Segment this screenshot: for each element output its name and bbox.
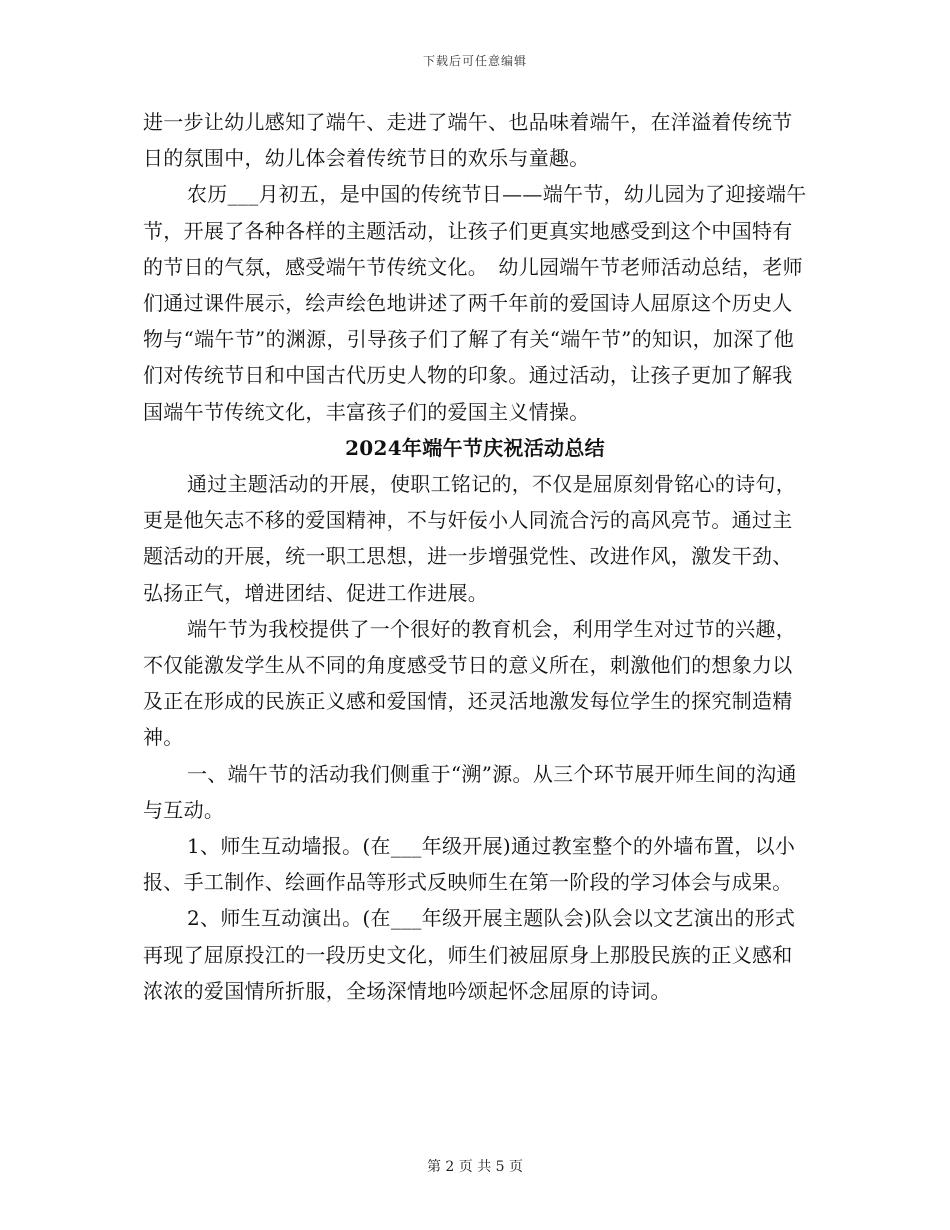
paragraph-dragon-boat-intro: 农历___月初五，是中国的传统节日——端午节，幼儿园为了迎接端午节，开展了各种各样的主题活动，让孩子们更真实地感受到这个中国特有的节日的气氛，感受端午节传统文化。 幼儿园端午节老师活动总结，老师们通过课件展示，绘声绘色地讲述了两千年前的爱国诗人屈原这个历史人物与“端午节”的渊源，引导孩子们了解了有关“端午节”的知识，加深了他们对传统节日和中国古代历史人物的印象。通过活动，让孩子更加了解我国端午节传统文化，丰富孩子们的爱国主义情操。 bbox=[143, 182, 807, 424]
paragraph-theme-activity: 通过主题活动的开展，使职工铭记的，不仅是屈原刻骨铭心的诗句，更是他矢志不移的爱国精神，不与奸佞小人同流合污的高风亮节。通过主题活动的开展，统一职工思想，进一步增强党性、改进作风，激发干劲、弘扬正气，增进团结、促进工作进展。 bbox=[143, 472, 796, 605]
document-body bbox=[143, 104, 807, 1009]
paragraph-continuation: 进一步让幼儿感知了端午、走进了端午、也品味着端午，在洋溢着传统节日的氛围中，幼儿体会着传统节日的欢乐与童趣。 bbox=[143, 110, 793, 171]
paragraph-item-two: 2、师生互动演出。(在___年级开展主题队会)队会以文艺演出的形式再现了屈原投江的一段历史文化，师生们被屈原身上那股民族的正义感和浓浓的爱国情所折服，全场深情地吟颂起怀念屈原的诗词。 bbox=[143, 906, 796, 1003]
page-number: 第 2 页 共 5 页 bbox=[426, 1159, 524, 1175]
page-header: 下载后可任意编辑 bbox=[422, 54, 527, 68]
paragraph-item-one: 1、师生互动墙报。(在___年级开展)通过教室整个的外墙布置，以小报、手工制作、绘画作品等形式反映师生在第一阶段的学习体会与成果。 bbox=[143, 834, 796, 895]
section-title: 2024年端午节庆祝活动总结 bbox=[345, 435, 605, 460]
paragraph-section-one: 一、端午节的活动我们侧重于“溯”源。从三个环节展开师生间的沟通与互动。 bbox=[143, 761, 797, 822]
paragraph-education-opportunity: 端午节为我校提供了一个很好的教育机会，利用学生对过节的兴趣，不仅能激发学生从不同的角度感受节日的意义所在，刺激他们的想象力以及正在形成的民族正义感和爱国情，还灵活地激发每位学生的探究制造精神。 bbox=[143, 616, 796, 750]
